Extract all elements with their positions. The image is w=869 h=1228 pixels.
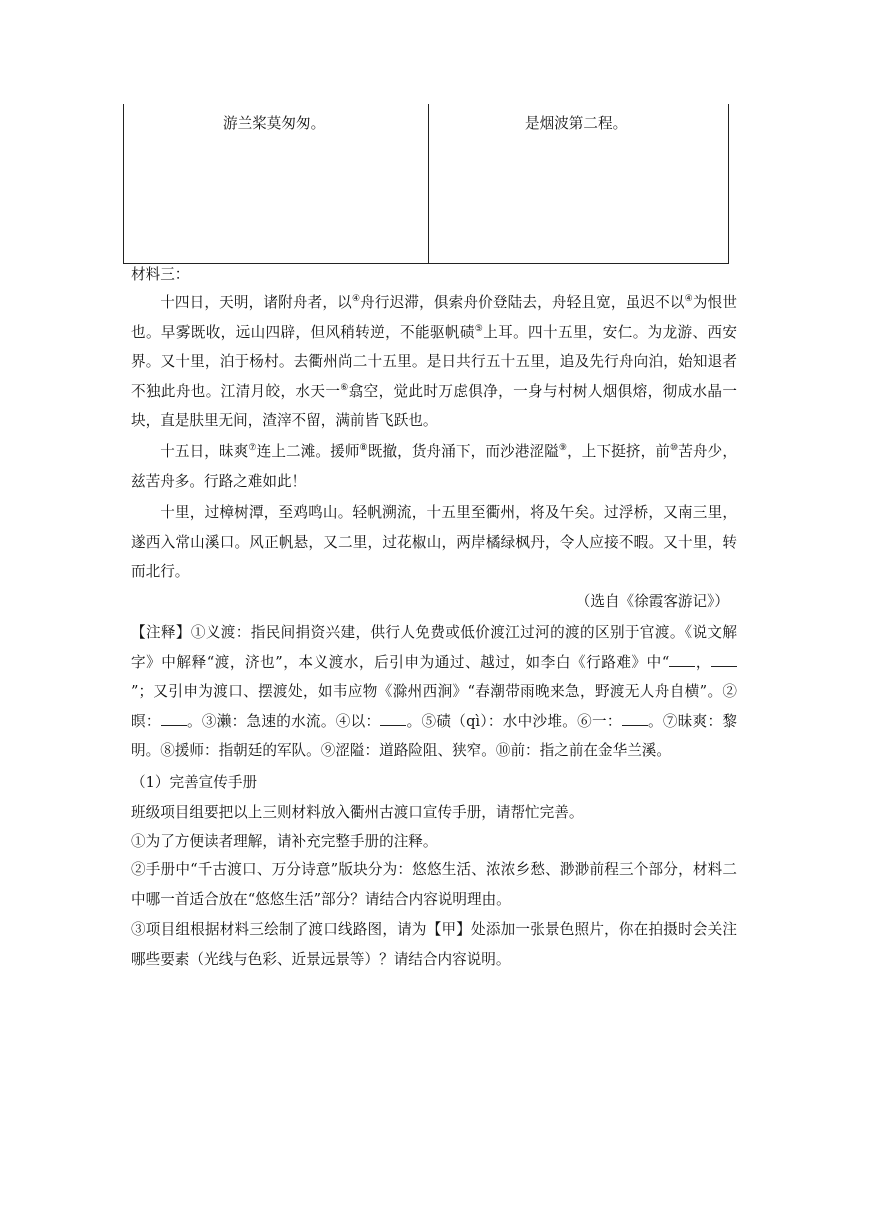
text-run: 。⑤碛（qì）：水中沙堆。⑥一：: [406, 712, 622, 730]
text-run: 既撤，货舟涌下，而沙港涩隘: [367, 443, 559, 460]
text-run: ，: [695, 653, 711, 671]
text-run: 。⑦昧爽：黎明。⑧援师：指朝廷的军队。⑨涩隘：道路险阻、狭窄。⑩前：指之前在金华兰溪。: [131, 712, 737, 759]
text-run: 十五日，昧爽: [160, 443, 249, 460]
question-2: ②手册中“千古渡口、万分诗意”版块分为：悠悠生活、浓浓乡愁、渺渺前程三个部分，材料二中哪一首适合放在“悠悠生活”部分？请结合内容说明理由。: [131, 861, 737, 908]
text-run: 十四日，天明，诸附舟者，以: [160, 294, 352, 311]
text-run: 为恨世也。早雾既收，远山四辟，但风稍转逆，不能驱帆碛: [131, 294, 737, 341]
fill-blank[interactable]: [161, 713, 187, 726]
fill-blank[interactable]: [622, 713, 648, 726]
material3-paragraph-3: 十里，过樟树潭，至鸡鸣山。轻帆溯流，十五里至衢州，将及午矣。过浮桥，又南三里，遂西入常山溪口。风正帆悬，又二里，过花椒山，两岸橘绿枫丹，令人应接不暇。又十里，转而北行。: [131, 504, 737, 580]
table-border-bottom: [123, 263, 729, 264]
fill-blank[interactable]: [711, 654, 737, 667]
material3-label: 材料三：: [131, 266, 190, 283]
question-1: ①为了方便读者理解，请补充完整手册的注释。: [131, 833, 438, 850]
text-run: 上耳。四十五里，安仁。为龙游、西安界。又十里，泊于杨村。去衢州尚二十五里。是日共行五十五里，追及先行舟向泊，始知退者不独此舟也。江清月皎，水天一: [131, 323, 737, 400]
text-run: 苦舟少，兹苦舟多。行路之难如此！: [131, 443, 737, 490]
note-marker: ④: [351, 294, 361, 305]
poem-table: [123, 104, 729, 264]
note-marker: ⑧: [359, 443, 368, 454]
source-citation: （选自《徐霞客游记》）: [575, 593, 729, 610]
text-run: ，上下挺挤，前: [567, 443, 671, 460]
task-intro: 班级项目组要把以上三则材料放入衢州古渡口宣传手册，请帮忙完善。: [131, 804, 584, 821]
text-run: 连上二滩。援师: [256, 443, 360, 460]
fill-blank[interactable]: [669, 654, 695, 667]
text-run: 舟行迟滞，俱索舟价登陆去，舟轻且宽，虽迟不以: [360, 294, 685, 311]
table-border-left: [123, 104, 124, 264]
note-marker: ⑥: [340, 382, 349, 393]
table-border-middle: [428, 104, 429, 264]
note-marker: ⑨: [558, 443, 568, 454]
text-run: ”；又引申为渡口、摆渡处，如韦应物《滁州西涧》“春潮带雨晚来急，野渡无人舟自横”。②暝：: [131, 683, 737, 730]
fill-blank[interactable]: [380, 713, 406, 726]
notes-paragraph: [131, 618, 737, 766]
material3-paragraph-2: [131, 437, 737, 496]
note-marker: ⑤: [474, 323, 484, 334]
task-title: （1）完善宣传手册: [131, 774, 258, 791]
text-run: 翕空，觉此时万虑俱净，一身与村树人烟俱熔，彻成水晶一块，直是肤里无间，渣滓不留，满前皆飞跃也。: [131, 382, 737, 429]
table-cell-right: 是烟波第二程。: [525, 115, 628, 132]
note-marker: ④: [684, 294, 693, 305]
note-marker: ⑦: [248, 443, 257, 454]
text-run: 。③濑：急速的水流。④以：: [186, 712, 381, 730]
material3-paragraph-1: [131, 288, 737, 436]
table-border-right: [728, 104, 729, 264]
note-marker: ⑩: [670, 443, 679, 454]
table-cell-left: 游兰桨莫匆匆。: [223, 115, 326, 132]
question-3: ③项目组根据材料三绘制了渡口线路图，请为【甲】处添加一张景色照片，你在拍摄时会关注哪些要素（光线与色彩、近景远景等）？请结合内容说明。: [131, 921, 737, 968]
text-run: 【注释】①义渡：指民间捐资兴建，供行人免费或低价渡江过河的渡的区别于官渡。《说文解字》中解释“渡，济也”，本义渡水，后引申为通过、越过，如李白《行路难》中“: [131, 624, 737, 671]
